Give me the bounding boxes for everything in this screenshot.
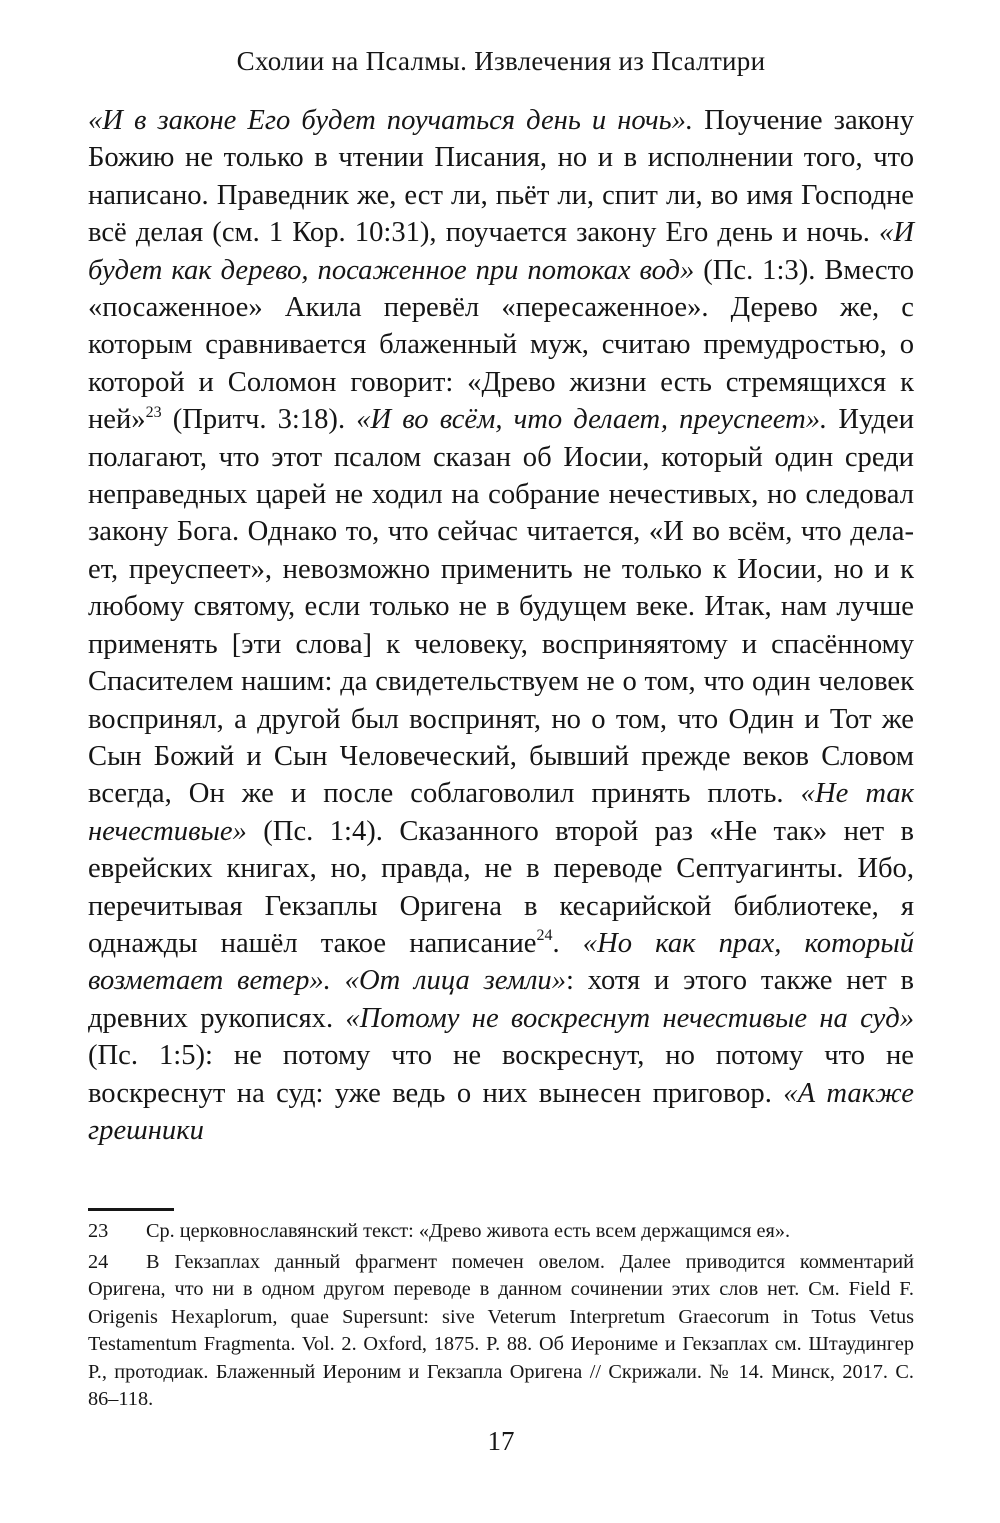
psalm-quote: «Но как прах, который возметает ветер».	[88, 927, 914, 997]
footnote-23	[88, 1218, 914, 1246]
psalm-quote: «Не так нечестивые»	[88, 778, 914, 847]
footnote-ref-23[interactable]: 23	[145, 403, 162, 421]
page-number: 17	[487, 1426, 515, 1456]
psalm-quote: «И будет как дерево, посаженное при потоках вод»	[88, 217, 914, 286]
footnote-text: Ср. церковнославянский текст: «Древо живота есть всем держащимся ея».	[146, 1220, 791, 1242]
psalm-quote: «А также грешники	[88, 1077, 914, 1146]
commentary-text: .	[552, 927, 583, 959]
commentary-text: Поучение закону Божию не только в чтении Писания, но и в исполнении того, что написано. Праведник же, ест ли, пьёт ли, спит ли, во имя Господне всё делая (см. 1 Кор. 10:31), поучается закону Его день и ночь.	[88, 105, 914, 249]
psalm-quote: «От лица земли»	[344, 965, 567, 997]
commentary-text: : хотя и этого также нет в древних рукописях.	[88, 965, 915, 1034]
footnote-ref-24[interactable]: 24	[536, 927, 553, 945]
commentary-text: Иудеи полагают, что этот псалом сказан об Иосии, который один среди неправедных царей не ходил на собрание нечестивых, но следовал закону Бога. Однако то, что сейчас читается, «И во всём, что делает, преуспеет», невозможно применить не только к Иосии, но и к любому святому, если только не в будущем веке. Итак, нам лучше применять [эти слова] к человеку, восприняятому и спасённому Спасителем нашим: да свидетельствуем не о том, что один человек воспринял, а другой был воспринят, но о том, что Один и Тот же Сын Божий и Сын Человеческий, бывший прежде веков Словом всегда, Он же и после соблаговолил принять плоть.	[88, 404, 915, 810]
psalm-quote: «Потому не воскреснут нечестивые на суд»	[345, 1002, 914, 1034]
commentary-text: (Пс. 1:5): не потому что не воскреснут, но потому что не воскреснут на суд: уже ведь о них вынесен приговор.	[88, 1040, 914, 1109]
footnote-divider	[88, 1208, 174, 1211]
book-page	[88, 0, 914, 1523]
footnotes	[88, 1218, 914, 1417]
psalm-quote: «И в законе Его будет поучаться день и ночь».	[88, 105, 694, 136]
running-header: Схолии на Псалмы. Извлечения из Псалтири	[236, 46, 766, 76]
footnote-number: 24	[88, 1250, 109, 1273]
commentary-text: (Притч. 3:18).	[161, 404, 357, 436]
commentary-text	[331, 965, 345, 996]
footnote-text: В Гекзаплах данный фрагмент помечен овелом. Далее приводится комментарий Оригена, что ни в одном другом переводе в данном сочинении этих слов нет. См. Field F. Origenis Hexaplorum, quae Supersunt: sive Veterum Interpretum Graecorum in Totus Vetus Testamentum Fragmenta. Vol. 2. Oxford, 1875. P. 88. Об Иерониме и Гекзаплах см. Штаудингер Р., протодиак. Блаженный Иероним и Гекзапла Оригена // Скрижали. № 14. Минск, 2017. С. 86–118.	[88, 1250, 914, 1410]
commentary-text: (Пс. 1:3). Вместо «посаженное» Акила перевёл «пересаженное». Дерево же, с которым сравнивается блаженный муж, считаю премудростью, о которой и Соломон говорит: «Древо жизни есть стремящихся к ней»	[88, 254, 915, 436]
body-paragraph	[88, 102, 914, 1149]
footnote-number: 23	[88, 1220, 109, 1242]
commentary-text: (Пс. 1:4). Сказанного второй раз «Не так» нет в еврейских книгах, но, правда, не в переводе Септуагинты. Ибо, перечитывая Гекзаплы Оригена в кесарийской библиотеке, я однажды нашёл такое написание	[88, 815, 914, 959]
footnote-24	[88, 1249, 914, 1414]
psalm-quote: «И во всём, что делает, преуспеет».	[356, 404, 828, 436]
